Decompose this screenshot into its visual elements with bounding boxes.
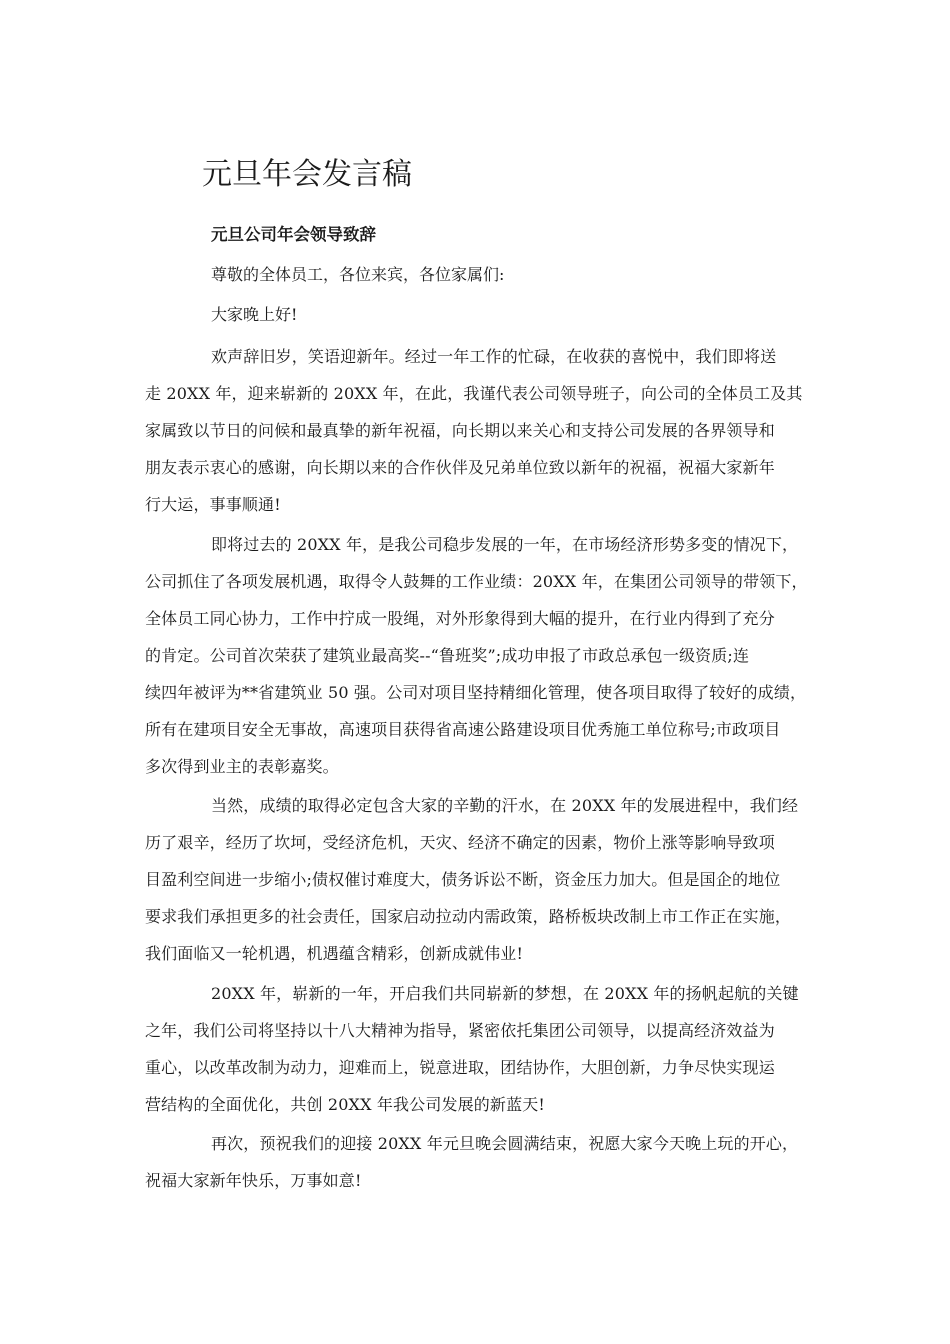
paragraph-line: 要求我们承担更多的社会责任，国家启动拉动内需政策，路桥板块改制上市工作正在实施， xyxy=(145,907,792,926)
paragraph-line: 欢声辞旧岁，笑语迎新年。经过一年工作的忙碌，在收获的喜悦中，我们即将送 xyxy=(211,347,777,366)
paragraph-4 xyxy=(145,979,815,1127)
paragraph-line: 多次得到业主的表彰嘉奖。 xyxy=(145,756,339,776)
document-body xyxy=(145,342,815,1206)
paragraph-line: 即将过去的 20XX 年，是我公司稳步发展的一年，在市场经济形势多变的情况下， xyxy=(211,534,799,554)
paragraph-line: 20XX 年，崭新的一年，开启我们共同崭新的梦想，在 20XX 年的扬帆起航的关键 xyxy=(211,983,799,1003)
greeting-line: 大家晚上好! xyxy=(211,305,298,324)
paragraph-5 xyxy=(145,1129,815,1203)
paragraph-line: 家属致以节日的问候和最真挚的新年祝福，向长期以来关心和支持公司发展的各界领导和 xyxy=(145,421,775,440)
paragraph-line: 行大运，事事顺通! xyxy=(145,495,281,514)
paragraph-line: 朋友表示衷心的感谢，向长期以来的合作伙伴及兄弟单位致以新年的祝福，祝福大家新年 xyxy=(145,458,775,477)
paragraph-line: 历了艰辛，经历了坎坷，受经济危机，天灾、经济不确定的因素，物价上涨等影响导致项 xyxy=(145,833,775,852)
paragraph-line: 我们面临又一轮机遇，机遇蕴含精彩，创新成就伟业! xyxy=(145,944,524,963)
paragraph-line: 祝福大家新年快乐，万事如意! xyxy=(145,1171,362,1190)
paragraph-line: 走 20XX 年，迎来崭新的 20XX 年，在此，我谨代表公司领导班子，向公司的全体员工及其 xyxy=(145,384,803,403)
paragraph-2 xyxy=(145,530,815,789)
paragraph-line: 营结构的全面优化，共创 20XX 年我公司发展的新蓝天! xyxy=(145,1094,545,1114)
paragraph-line: 公司抓住了各项发展机遇，取得令人鼓舞的工作业绩：20XX 年，在集团公司领导的带领下， xyxy=(145,571,808,591)
document-title: 元旦年会发言稿 xyxy=(202,157,412,192)
paragraph-line: 重心，以改革改制为动力，迎难而上，锐意进取，团结协作，大胆创新，力争尽快实现运 xyxy=(145,1057,775,1077)
paragraph-line: 续四年被评为**省建筑业 50 强。公司对项目坚持精细化管理，使各项目取得了较好的成绩， xyxy=(145,682,807,702)
paragraph-3 xyxy=(145,791,815,976)
paragraph-line: 所有在建项目安全无事故，高速项目获得省高速公路建设项目优秀施工单位称号;市政项目 xyxy=(145,719,781,739)
paragraph-line: 目盈利空间进一步缩小;债权催讨难度大，债务诉讼不断，资金压力加大。但是国企的地位 xyxy=(145,870,781,889)
paragraph-1 xyxy=(145,342,815,527)
salutation-line: 尊敬的全体员工，各位来宾，各位家属们: xyxy=(211,265,505,284)
document-subtitle: 元旦公司年会领导致辞 xyxy=(211,225,376,244)
paragraph-line: 全体员工同心协力，工作中拧成一股绳，对外形象得到大幅的提升，在行业内得到了充分 xyxy=(145,608,775,628)
paragraph-line: 当然，成绩的取得必定包含大家的辛勤的汗水，在 20XX 年的发展进程中，我们经 xyxy=(211,796,799,815)
paragraph-line: 的肯定。公司首次荣获了建筑业最高奖--“鲁班奖”;成功申报了市政总承包一级资质;连 xyxy=(145,645,750,665)
paragraph-line: 之年，我们公司将坚持以十八大精神为指导，紧密依托集团公司领导，以提高经济效益为 xyxy=(145,1020,775,1040)
paragraph-line: 再次，预祝我们的迎接 20XX 年元旦晚会圆满结束，祝愿大家今天晚上玩的开心， xyxy=(211,1134,799,1153)
